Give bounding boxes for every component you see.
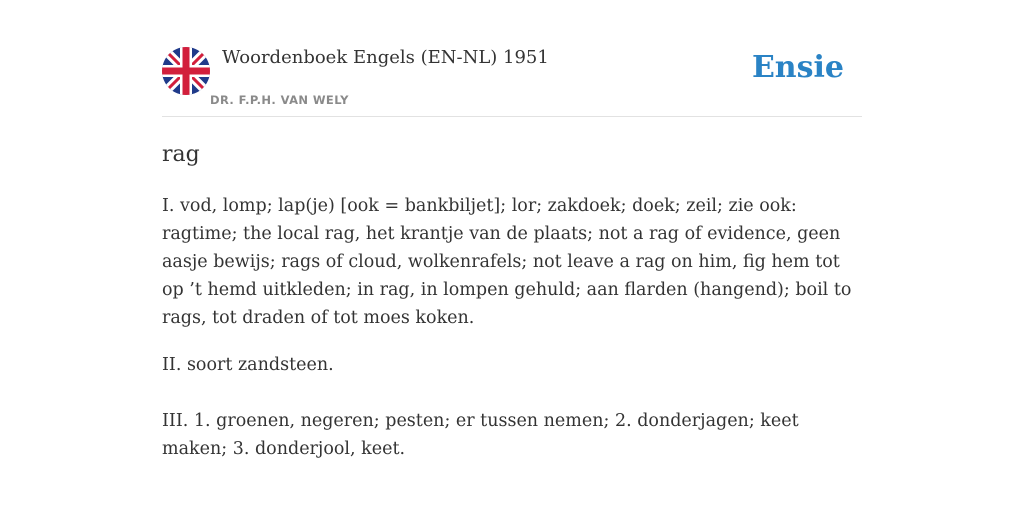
brand-logo[interactable]: Ensie xyxy=(751,50,844,85)
definition-1: I. vod, lomp; lap(je) [ook = bankbiljet]; lor; zakdoek; doek; zeil; zie ook: ragtime; the local rag, het krantje van de plaats; not a rag of evidence, geen aasje bewijs; rags of cloud, wolkenrafels; not leave a rag on him, fig hem tot op ’t hemd uitkleden; in rag, in lompen gehuld; aan flarden (hangend); boil to rags, tot draden of tot moes koken. xyxy=(162,196,852,328)
dictionary-card xyxy=(162,0,862,512)
book-title[interactable]: Woordenboek Engels (EN-NL) 1951 xyxy=(222,47,549,68)
dictionary-header xyxy=(162,46,862,117)
uk-flag-icon xyxy=(162,47,210,95)
author-name: DR. F.P.H. VAN WELY xyxy=(210,93,349,107)
definition-3: III. 1. groenen, negeren; pesten; er tussen nemen; 2. donderjagen; keet maken; 3. donderjool, keet. xyxy=(162,411,799,459)
definition-2: II. soort zandsteen. xyxy=(162,355,334,375)
headword: rag xyxy=(162,142,200,167)
